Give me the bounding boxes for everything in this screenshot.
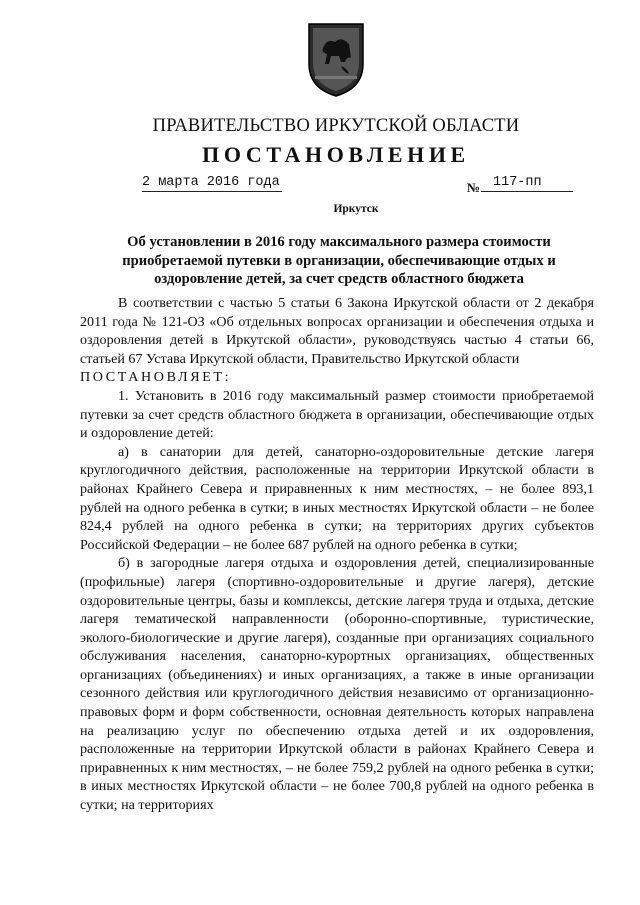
document-date: 2 марта 2016 года xyxy=(142,175,282,192)
city: Иркутск xyxy=(333,203,379,215)
document-number: 117-пп xyxy=(481,175,573,192)
item-1b-paragraph: б) в загородные лагеря отдыха и оздоровления детей, специализированные (профильные) лагеря (спортивно-оздоровительные и другие лагеря), детские оздоровительные центры, базы и комплексы, детские лагеря труда и отдыха, детские лагеря тематической направленности (оборонно-спортивные, туристические, эколого-биологические и другие лагеря), созданные при организациях социального обслуживания населения, санаторно-курортных организациях, общественных организациях (объединениях) и иных организациях, а также в иные организации сезонного действия или круглогодичного действия независимо от организационно-правовых форм и форм собственности, основная деятельность которых направлена на реализацию услуг по обеспечению отдыха детей и их оздоровления, расположенные на территории Иркутской области в районах Крайнего Севера и приравненных к ним местностях, – не более 759,2 рублей на одного ребенка в сутки; в иных местностях Иркутской области – не более 700,8 рублей на одного ребенка в сутки; на территориях xyxy=(80,555,594,814)
organization-name: ПРАВИТЕЛЬСТВО ИРКУТСКОЙ ОБЛАСТИ xyxy=(152,116,520,136)
document-body xyxy=(80,294,594,815)
preamble-paragraph: В соответствии с частью 5 статьи 6 Закона Иркутской области от 2 декабря 2011 года № 121-ОЗ «Об отдельных вопросах организации и обеспечения отдыха и оздоровления детей в Иркутской области», руководствуясь частью 4 статьи 66, статьей 67 Устава Иркутской области, Правительство Иркутской области xyxy=(80,295,594,367)
coat-of-arms-icon xyxy=(305,18,367,98)
item-1a-paragraph: а) в санатории для детей, санаторно-оздоровительные детские лагеря круглогодичного действия, расположенные на территории Иркутской области в районах Крайнего Севера и приравненных к ним местностях, – не более 893,1 рублей на одного ребенка в сутки; в иных местностях Иркутской области – не более 824,4 рублей на одного ребенка в сутки; на территориях других субъектов Российской Федерации – не более 687 рублей на одного ребенка в сутки; xyxy=(80,443,594,553)
item-1-paragraph: 1. Установить в 2016 году максимальный размер стоимости приобретаемой путевки за счет средств областного бюджета в организации, обеспечивающие отдых и оздоровление детей: xyxy=(80,387,594,442)
number-label: № xyxy=(467,180,481,195)
resolves-heading: ПОСТАНОВЛЯЕТ: xyxy=(80,369,232,386)
document-title: Об установлении в 2016 году максимального размера стоимости приобретаемой путевки в организации, обеспечивающие отдых и оздоровление детей, за счет средств областного бюджета xyxy=(122,234,556,287)
document-type: ПОСТАНОВЛЕНИЕ xyxy=(202,142,470,167)
